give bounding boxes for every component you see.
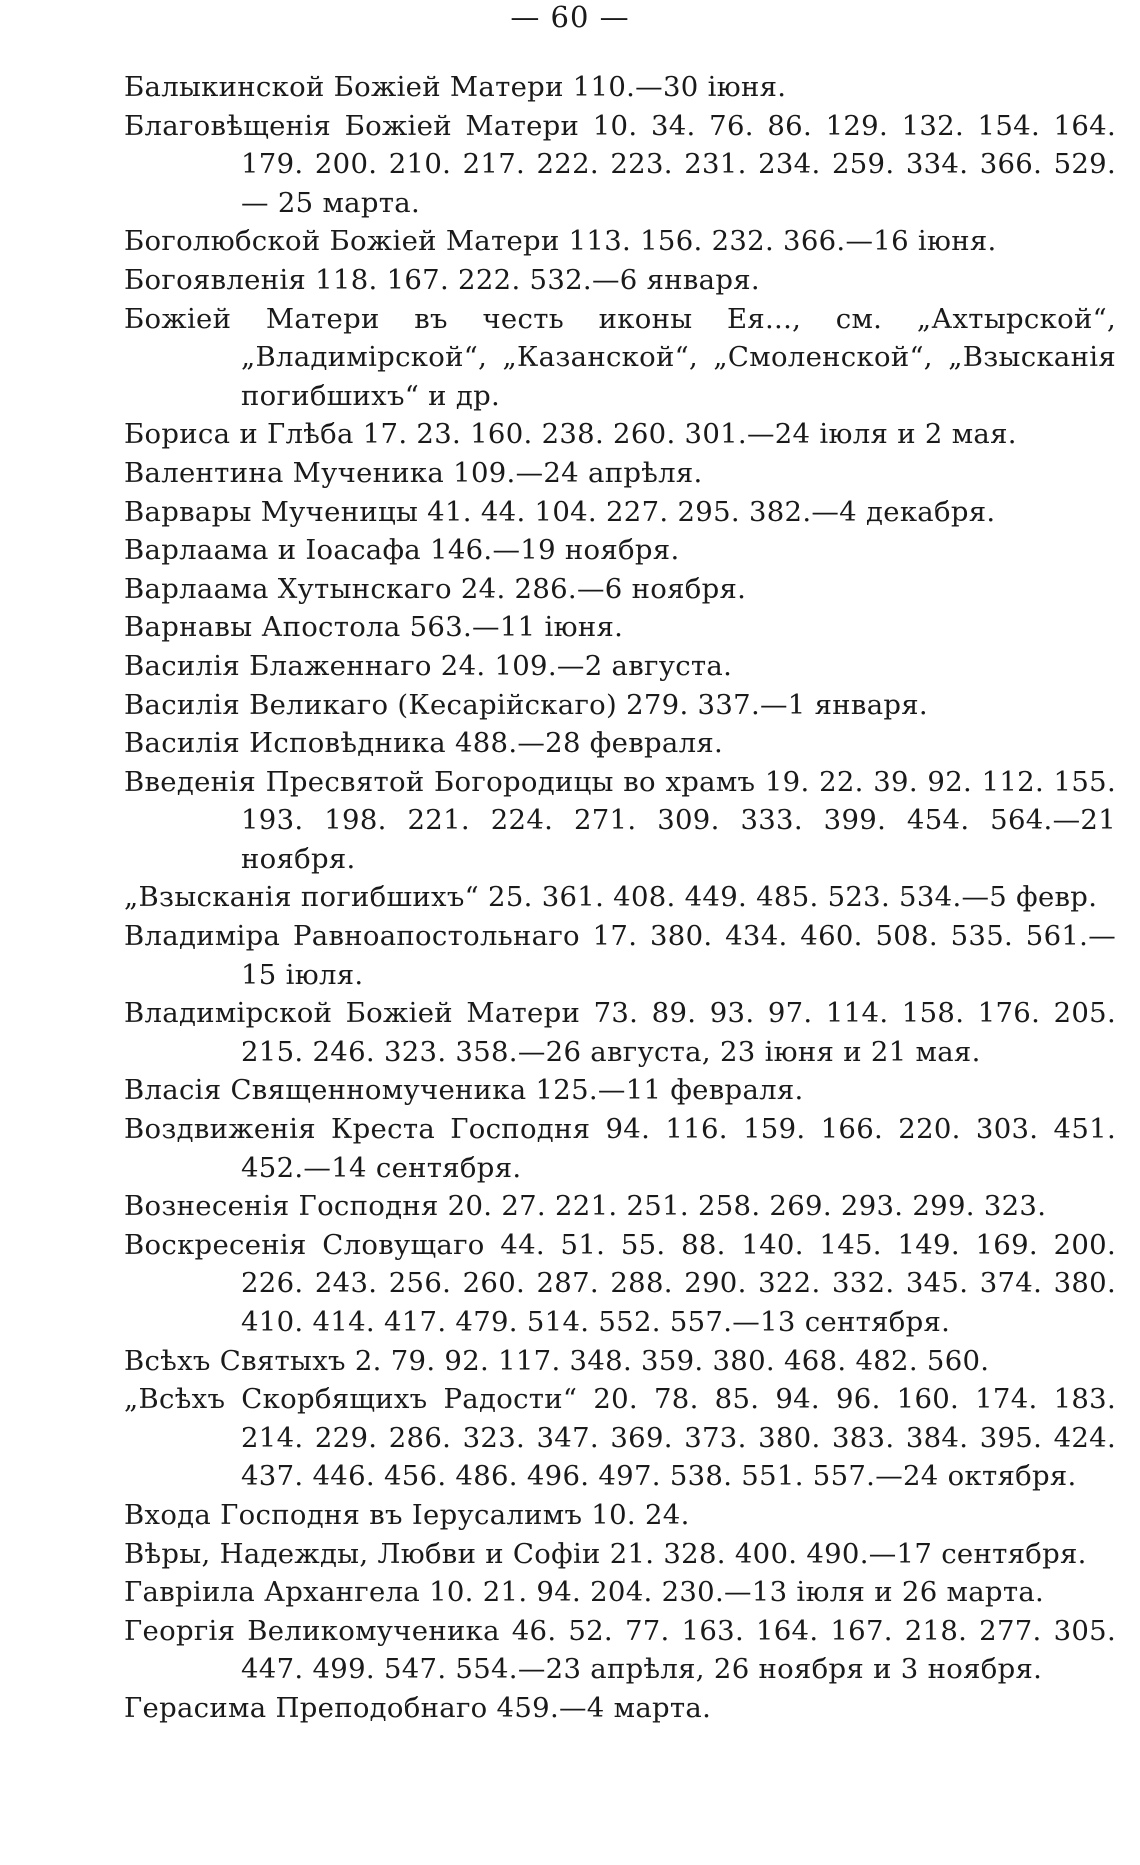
index-entry: Бориса и Глѣба 17. 23. 160. 238. 260. 301.—24 іюля и 2 мая. [124, 418, 1017, 451]
index-entry: Вѣры, Надежды, Любви и Софіи 21. 328. 400. 490.—17 сентября. [124, 1537, 1087, 1570]
index-entry: Богоявленія 118. 167. 222. 532.—6 января. [124, 263, 760, 296]
index-entry: Варнавы Апостола 563.—11 іюня. [124, 611, 624, 644]
index-entry: Божіей Матери въ честь иконы Ея..., см. „Ахтырской“, „Владимірской“, „Казанской“, „Смоленской“, „Взысканія погибшихъ“ и др. [124, 302, 1116, 412]
index-entry: Вознесенія Господня 20. 27. 221. 251. 258. 269. 293. 299. 323. [124, 1190, 1047, 1223]
index-entry: Владимірской Божіей Матери 73. 89. 93. 97. 114. 158. 176. 205. 215. 246. 323. 358.—26 августа, 23 іюня и 21 мая. [124, 997, 1116, 1068]
index-entry: Гавріила Архангела 10. 21. 94. 204. 230.—13 іюля и 26 марта. [124, 1576, 1045, 1609]
index-entry: Воздвиженія Креста Господня 94. 116. 159. 166. 220. 303. 451. 452.—14 сентября. [124, 1113, 1116, 1184]
index-entry: Варлаама Хутынскаго 24. 286.—6 ноября. [124, 572, 747, 605]
index-entry: Василія Великаго (Кесарійскаго) 279. 337.—1 января. [124, 688, 928, 721]
index-entry: Входа Господня въ Іерусалимъ 10. 24. [124, 1498, 690, 1531]
index-entry: Власія Священномученика 125.—11 февраля. [124, 1074, 804, 1107]
index-entry: Благовѣщенія Божіей Матери 10. 34. 76. 86. 129. 132. 154. 164. 179. 200. 210. 217. 222. 223. 231. 234. 259. 334. 366. 529.— 25 марта. [124, 109, 1116, 219]
page-number: — 60 — [510, 0, 630, 34]
index-entry: Введенія Пресвятой Богородицы во храмъ 19. 22. 39. 92. 112. 155. 193. 198. 221. 224. 271. 309. 333. 399. 454. 564.—21 ноября. [124, 765, 1116, 875]
index-entry: „Всѣхъ Скорбящихъ Радости“ 20. 78. 85. 94. 96. 160. 174. 183. 214. 229. 286. 323. 347. 369. 373. 380. 383. 384. 395. 424. 437. 446. 456. 486. 496. 497. 538. 551. 557.—24 октября. [124, 1383, 1116, 1493]
index-entry: Варлаама и Іоасафа 146.—19 ноября. [124, 534, 680, 567]
index-entry: Василія Блаженнаго 24. 109.—2 августа. [124, 649, 733, 682]
index-entry: Валентина Мученика 109.—24 апрѣля. [124, 456, 703, 489]
index-entry: Георгія Великомученика 46. 52. 77. 163. 164. 167. 218. 277. 305. 447. 499. 547. 554.—23 апрѣля, 26 ноября и 3 ноября. [124, 1614, 1116, 1686]
index-entry: Балыкинской Божіей Матери 110.—30 іюня. [124, 71, 787, 103]
index-entry: Василія Исповѣдника 488.—28 февраля. [124, 727, 724, 760]
index-entry: Всѣхъ Святыхъ 2. 79. 92. 117. 348. 359. 380. 468. 482. 560. [124, 1344, 990, 1377]
index-entry: Боголюбской Божіей Матери 113. 156. 232. 366.—16 іюня. [124, 225, 997, 258]
index-list [124, 68, 1116, 1728]
index-entry: „Взысканія погибшихъ“ 25. 361. 408. 449. 485. 523. 534.—5 февр. [124, 881, 1098, 914]
index-entry: Владиміра Равноапостольнаго 17. 380. 434. 460. 508. 535. 561.— 15 іюля. [124, 920, 1116, 991]
index-entry: Варвары Мученицы 41. 44. 104. 227. 295. 382.—4 декабря. [124, 495, 996, 528]
index-entry: Герасима Преподобнаго 459.—4 марта. [124, 1691, 712, 1724]
index-entry: Воскресенія Словущаго 44. 51. 55. 88. 140. 145. 149. 169. 200. 226. 243. 256. 260. 287. 288. 290. 322. 332. 345. 374. 380. 410. 414. 417. 479. 514. 552. 557.—13 сентября. [124, 1228, 1116, 1338]
